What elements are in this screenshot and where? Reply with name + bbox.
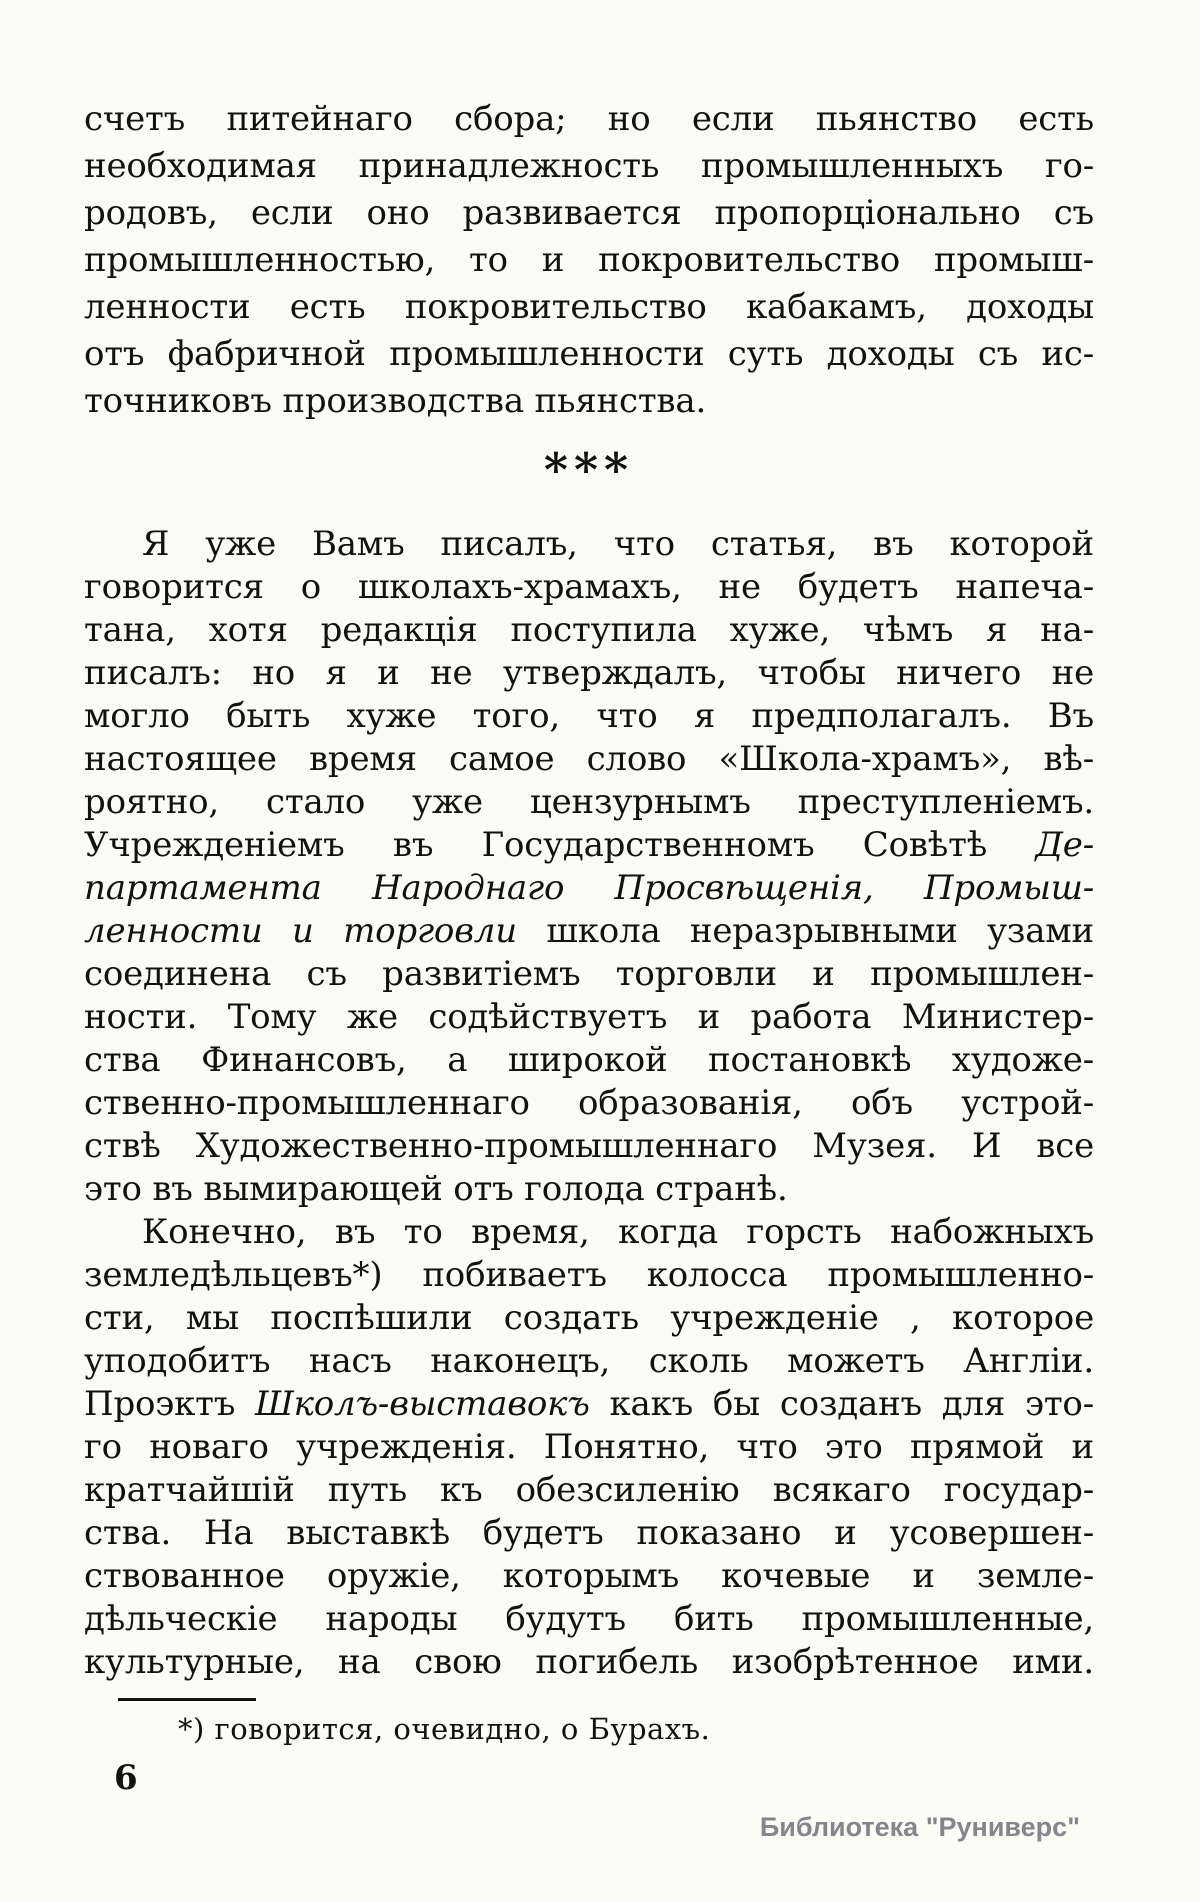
italic-text-segment: Де- (1035, 825, 1094, 865)
text-segment: ствованное оружіе, которымъ кочевые и земле- (84, 1556, 1094, 1596)
text-segment: промышленностью, то и покровительство промыш- (84, 240, 1094, 280)
text-segment: кратчайшій путь къ обезсиленію всякаго государ- (84, 1470, 1094, 1510)
text-line (84, 1383, 1094, 1426)
text-segment: ства. На выставкѣ будетъ показано и усовершен- (84, 1513, 1094, 1553)
text-segment: необходимая принадлежность промышленныхъ го- (84, 146, 1094, 186)
text-line (84, 996, 1094, 1039)
text-line (84, 824, 1094, 867)
text-segment: земледѣльцевъ*) побиваетъ колосса промышленно- (84, 1255, 1094, 1295)
text-line (84, 1512, 1094, 1555)
text-line (84, 1211, 1094, 1254)
page-text-column (84, 96, 1094, 1747)
footnote-block (84, 1698, 1094, 1747)
paragraph-2 (84, 523, 1094, 1211)
text-line (84, 1125, 1094, 1168)
text-line (84, 284, 1094, 331)
footnote-text: *) говорится, очевидно, о Бурахъ. (178, 1712, 711, 1746)
page-number: 6 (114, 1758, 138, 1798)
text-segment: ства Финансовъ, а широкой постановкѣ художе- (84, 1040, 1094, 1080)
paragraph-3 (84, 1211, 1094, 1684)
text-segment: Учрежденіемъ въ Государственномъ Совѣтѣ (84, 825, 1036, 865)
text-segment: ности. Тому же содѣйствуетъ и работа Министер- (84, 997, 1094, 1037)
text-segment: говорится о школахъ-храмахъ, не будетъ напеча- (84, 567, 1094, 607)
text-segment: ленности есть покровительство кабакамъ, доходы (84, 287, 1094, 327)
text-segment: родовъ, если оно развивается пропорціонально съ (84, 193, 1094, 233)
section-separator: *** (543, 443, 635, 497)
text-line (84, 910, 1094, 953)
text-line (84, 652, 1094, 695)
text-line (84, 1641, 1094, 1684)
text-line (84, 867, 1094, 910)
text-segment: тана, хотя редакція поступила хуже, чѣмъ я на- (84, 610, 1094, 650)
text-line (84, 695, 1094, 738)
text-line (84, 1168, 1094, 1211)
text-line (84, 953, 1094, 996)
text-segment: какъ бы созданъ для это- (589, 1384, 1094, 1424)
text-segment: отъ фабричной промышленности суть доходы съ ис- (84, 334, 1094, 374)
text-line (84, 331, 1094, 378)
text-segment: соединена съ развитіемъ торговли и промышлен- (84, 954, 1094, 994)
text-line (84, 378, 1094, 425)
text-line (84, 1426, 1094, 1469)
text-segment: Проэктъ (84, 1384, 256, 1424)
paragraph-1 (84, 96, 1094, 425)
text-line (84, 1555, 1094, 1598)
text-line (84, 143, 1094, 190)
text-line (84, 1598, 1094, 1641)
text-segment: школа неразрывными узами (516, 911, 1094, 951)
text-segment: Я уже Вамъ писалъ, что статья, въ которой (142, 524, 1094, 564)
text-segment: дѣльческіе народы будутъ бить промышленные, (84, 1599, 1094, 1639)
text-line (84, 523, 1094, 566)
text-segment: Конечно, въ то время, когда горсть набожныхъ (142, 1212, 1094, 1252)
text-segment: счетъ питейнаго сбора; но если пьянство есть (84, 99, 1094, 139)
text-segment: точниковъ производства пьянства. (84, 381, 707, 421)
footnote-rule (118, 1698, 256, 1701)
text-segment: культурные, на свою погибель изобрѣтенное ими. (84, 1642, 1094, 1682)
text-line (84, 1340, 1094, 1383)
text-segment: настоящее время самое слово «Школа-храмъ», вѣ- (84, 739, 1094, 779)
text-line (84, 609, 1094, 652)
text-line (84, 566, 1094, 609)
text-segment: это въ вымирающей отъ голода странѣ. (84, 1169, 788, 1209)
text-line (84, 738, 1094, 781)
italic-text-segment: ленности и торговли (84, 911, 517, 951)
text-line (84, 781, 1094, 824)
text-segment: могло быть хуже того, что я предполагалъ. Въ (84, 696, 1094, 736)
italic-text-segment: Школъ-выставокъ (255, 1384, 590, 1424)
text-segment: ственно-промышленнаго образованія, объ устрой- (84, 1083, 1094, 1123)
text-line (84, 190, 1094, 237)
text-line (84, 1469, 1094, 1512)
text-segment: писалъ: но я и не утверждалъ, чтобы ничего не (84, 653, 1094, 693)
text-line (84, 1254, 1094, 1297)
text-segment: сти, мы поспѣшили создать учрежденіе , которое (84, 1298, 1094, 1338)
text-segment: ствѣ Художественно-промышленнаго Музея. И все (84, 1126, 1094, 1166)
library-watermark: Библиотека "Руниверс" (759, 1812, 1080, 1842)
text-segment: го новаго учрежденія. Понятно, что это прямой и (84, 1427, 1094, 1467)
italic-text-segment: партамента Народнаго Просвѣщенія, Промыш- (84, 868, 1094, 908)
text-line (84, 1297, 1094, 1340)
text-segment: уподобитъ насъ наконецъ, сколь можетъ Англіи. (84, 1341, 1094, 1381)
text-line (84, 237, 1094, 284)
text-line (84, 1039, 1094, 1082)
text-line (84, 96, 1094, 143)
text-line (84, 1082, 1094, 1125)
text-segment: роятно, стало уже цензурнымъ преступленіемъ. (84, 782, 1094, 822)
